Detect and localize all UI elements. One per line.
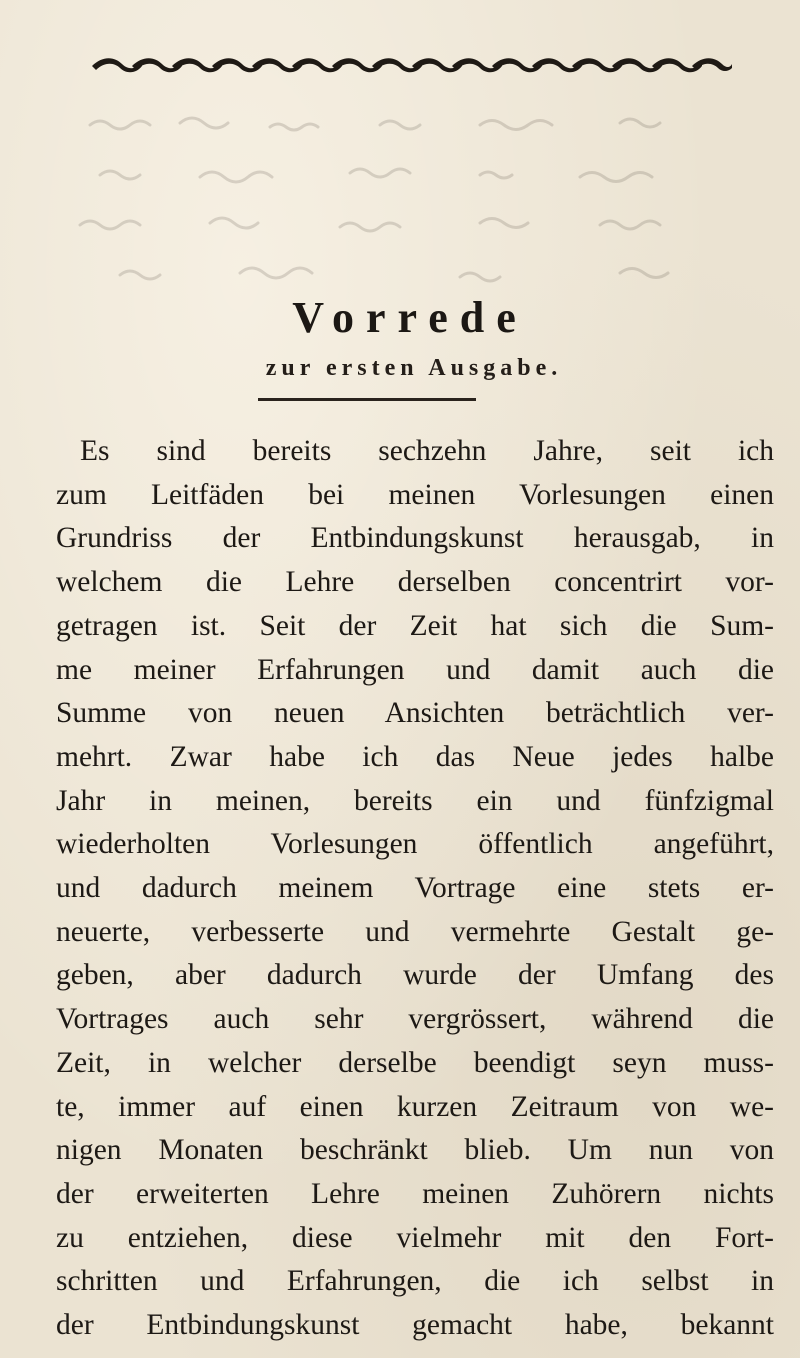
text-line: mehrt. Zwar habe ich das Neue jedes halbe [56, 740, 774, 773]
wave-ornament-icon [92, 52, 732, 78]
text-line: Grundriss der Entbindungskunst herausgab, in [56, 522, 774, 555]
text-line: zu entziehen, diese vielmehr mit den Fort- [56, 1221, 774, 1254]
text-line: nigen Monaten beschränkt blieb. Um nun von [56, 1134, 774, 1167]
title-divider [258, 398, 476, 401]
text-line: Zeit, in welcher derselbe beendigt seyn muss- [56, 1046, 774, 1079]
text-line: der erweiterten Lehre meinen Zuhörern nichts [56, 1177, 774, 1210]
text-line: der Entbindungskunst gemacht habe, bekannt [56, 1309, 774, 1342]
text-line: Summe von neuen Ansichten beträchtlich ver- [56, 697, 774, 730]
text-line: neuerte, verbesserte und vermehrte Gestalt ge- [56, 915, 774, 948]
text-line: schritten und Erfahrungen, die ich selbst in [56, 1265, 774, 1298]
text-line: geben, aber dadurch wurde der Umfang des [56, 959, 774, 992]
text-line: getragen ist. Seit der Zeit hat sich die Sum- [56, 609, 774, 642]
text-line: und dadurch meinem Vortrage eine stets er- [56, 872, 774, 905]
text-line: welchem die Lehre derselben concentrirt vor- [56, 566, 774, 599]
text-line: wiederholten Vorlesungen öffentlich angeführt, [56, 828, 774, 861]
bleed-through-texture [60, 95, 760, 295]
text-line: zum Leitfäden bei meinen Vorlesungen einen [56, 478, 774, 511]
text-line: Vortrages auch sehr vergrössert, während die [56, 1003, 774, 1036]
preface-paragraph [56, 430, 774, 1348]
page-subtitle: zur ersten Ausgabe. [265, 355, 563, 381]
text-line: Es sind bereits sechzehn Jahre, seit ich [80, 435, 774, 467]
page-title: Vorrede [292, 293, 528, 342]
text-line: Jahr in meinen, bereits ein und fünfzigmal [56, 784, 774, 817]
text-line: te, immer auf einen kurzen Zeitraum von we- [56, 1090, 774, 1123]
text-line: me meiner Erfahrungen und damit auch die [56, 653, 774, 686]
